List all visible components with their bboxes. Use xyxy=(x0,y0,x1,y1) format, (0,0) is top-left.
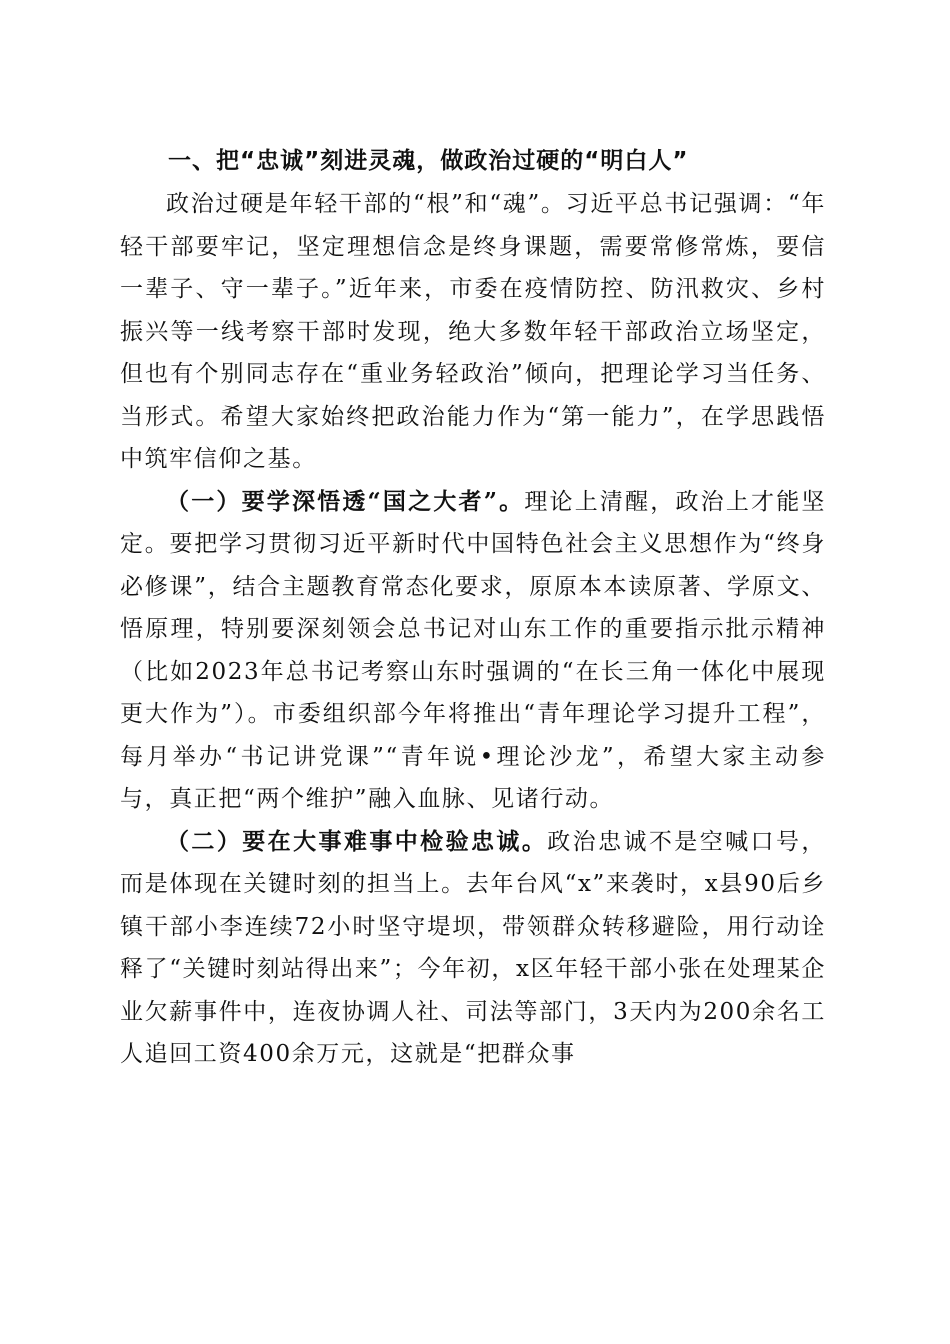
document-body xyxy=(120,140,826,1076)
subsection-title: （二）要在大事难事中检验忠诚。 xyxy=(166,827,548,855)
paragraph-intro xyxy=(120,183,826,481)
paragraph-subsection-1 xyxy=(120,481,826,821)
paragraph-text: 政治过硬是年轻干部的“根”和“魂”。习近平总书记强调：“年轻干部要牢记，坚定理想信念是终身课题，需要常修常炼，要信一辈子、守一辈子。”近年来，市委在疫情防控、防汛救灾、乡村振兴等一线考察干部时发现，绝大多数年轻干部政治立场坚定，但也有个别同志存在“重业务轻政治”倾向，把理论学习当任务、当形式。希望大家始终把政治能力作为“第一能力”，在学思践悟中筑牢信仰之基。 xyxy=(120,191,826,472)
paragraph-text: 政治忠诚不是空喊口号，而是体现在关键时刻的担当上。去年台风“x”来袭时，x县90后乡镇干部小李连续72小时坚守堤坝，带领群众转移避险，用行动诠释了“关键时刻站得出来”；今年初，x区年轻干部小张在处理某企业欠薪事件中，连夜协调人社、司法等部门，3天内为200余名工人追回工资400余万元，这就是“把群众事 xyxy=(120,828,826,1067)
subsection-title: （一）要学深悟透“国之大者”。 xyxy=(166,487,525,515)
section-heading: 一、把“忠诚”刻进灵魂，做政治过硬的“明白人” xyxy=(168,148,689,174)
paragraph-text: 理论上清醒，政治上才能坚定。要把学习贯彻习近平新时代中国特色社会主义思想作为“终身必修课”，结合主题教育常态化要求，原原本本读原著、学原文、悟原理，特别要深刻领会总书记对山东工作的重要指示批示精神（比如2023年总书记考察山东时强调的“在长三角一体化中展现更大作为”）。市委组织部今年将推出“青年理论学习提升工程”，每月举办“书记讲党课”“青年说•理论沙龙”，希望大家主动参与，真正把“两个维护”融入血脉、见诸行动。 xyxy=(120,488,826,812)
paragraph-subsection-2 xyxy=(120,821,826,1076)
